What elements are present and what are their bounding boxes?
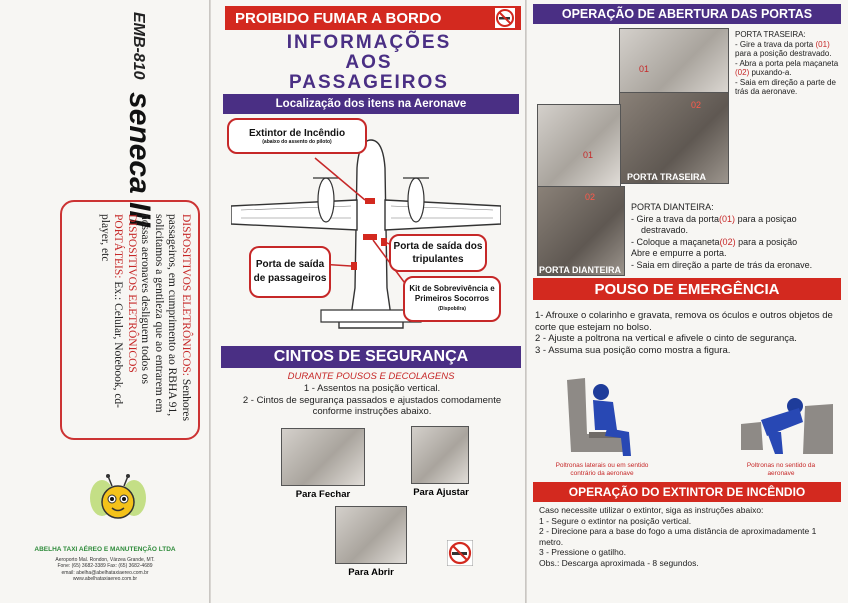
dianteira-text (631, 202, 845, 271)
devices-examples: Ex.: Celular, Notebook, cd-player, etc (99, 214, 125, 409)
panel-left (0, 0, 210, 603)
callout-porta-tripulantes-label: Porta de saída dos tripulantes (393, 241, 483, 265)
traseira-step-1: - Gire a trava da porta (735, 39, 814, 49)
pouso-item: 3 - Assuma sua posição como mostra a figura. (535, 344, 731, 356)
extintor-bar (533, 482, 841, 502)
info-title-line1: INFORMAÇÕES (286, 32, 452, 53)
traseira-step-1-end: para a posição destravado. (735, 49, 832, 58)
pouso-item: 1- Afrouxe o colarinho e gravata, remova os óculos e outros objetos de corte que estejam no bolso. (535, 310, 833, 333)
devices-text (98, 214, 193, 434)
devices-red: DISPOSITIVOS ELETRÔNICOS PORTÁTEIS: (112, 214, 138, 373)
dianteira-step-1b: destravado. (641, 225, 689, 235)
caption-porta-traseira: PORTA TRASEIRA (627, 172, 707, 182)
bee-logo (88, 470, 148, 530)
callout-extintor-label: Extintor de Incêndio (248, 127, 346, 139)
panel-right (527, 0, 848, 603)
traseira-ref-01: (01) (815, 39, 830, 49)
callout-porta-passageiros (249, 246, 331, 298)
pouso-bar-text: POUSO DE EMERGÊNCIA (594, 280, 780, 298)
extintor-text (539, 505, 839, 568)
traseira-title: PORTA TRASEIRA: (735, 30, 806, 39)
no-smoking-text: PROIBIDO FUMAR A BORDO (235, 9, 442, 27)
label-01-dianteira: 01 (583, 150, 594, 160)
cintos-item: 2 - Cintos de segurança passados e ajustados comodamente conforme instruções abaixo. (242, 394, 502, 417)
pouso-list (535, 310, 841, 356)
company-name: ABELHA TAXI AÉREO E MANUTENÇÃO LTDA (34, 546, 176, 553)
no-smoking-bar (225, 6, 521, 30)
info-title-line3: PASSAGEIROS (289, 72, 449, 93)
cintos-bar-text: CINTOS DE SEGURANÇA (273, 348, 469, 365)
traseira-ref-02: (02) (735, 68, 750, 77)
traseira-step-3: - Saia em direção a parte de trás da aeronave. (735, 77, 836, 96)
caption-brace-right: Poltronas no sentido da aeronave (746, 462, 816, 477)
extintor-item: Obs.: Descarga aproximada - 8 segundos. (539, 557, 699, 568)
info-title (221, 33, 517, 93)
extintor-item: 3 - Pressione o gatilho. (539, 547, 626, 557)
pouso-bar (533, 278, 841, 300)
dianteira-title: PORTA DIANTEIRA: (631, 202, 714, 212)
callout-kit (403, 276, 501, 322)
dianteira-step-2b: Abre e empurre a porta. (631, 248, 727, 258)
label-01-top: 01 (639, 64, 650, 74)
extintor-item: 1 - Segure o extintor na posição vertical. (539, 515, 692, 526)
no-smoking-icon-bottom (447, 540, 473, 566)
callout-kit-label: Kit de Sobrevivência e Primeiros Socorros (409, 284, 495, 303)
brace-figure-left (557, 372, 647, 462)
callout-extintor-sub: (abaixo do assento do piloto) (262, 138, 332, 145)
callout-porta-passageiros-label: Porta de saída de passageiros (253, 259, 327, 284)
location-bar (223, 94, 519, 114)
caption-fechar: Para Fechar (295, 489, 351, 500)
photo-porta-dianteira (537, 186, 625, 276)
extintor-intro: Caso necessite utilizar o extintor, siga as instruções abaixo: (539, 505, 764, 515)
company-line: email: abelha@abelhataxiaereo.com.br (61, 569, 149, 576)
company-line: Fone: (65) 3682-3389 Fax: (65) 3682-4689 (57, 563, 153, 570)
pouso-item: 2 - Ajuste a poltrona na vertical e afivele o cinto de segurança. (535, 333, 797, 344)
dianteira-step-2: - Coloque a maçaneta(02) para a posição (631, 236, 798, 247)
photo-abrir (335, 506, 407, 564)
model-big: seneca III (123, 92, 156, 228)
cintos-list (229, 383, 515, 418)
photo-porta-traseira (619, 92, 729, 184)
panel-middle (211, 0, 526, 603)
company-line: Aeroporto Mal. Rondon, Várzea Grande, MT. (55, 557, 155, 563)
label-02-dianteira: 02 (585, 192, 596, 202)
no-smoking-icon (495, 8, 515, 28)
caption-porta-dianteira: PORTA DIANTEIRA (539, 265, 621, 275)
location-bar-text: Localização dos itens na Aeronave (275, 98, 467, 110)
callout-porta-tripulantes (389, 234, 487, 272)
company-info (8, 557, 202, 582)
traseira-step-2-end: puxando-a. (751, 68, 792, 77)
caption-brace-left: Poltronas laterais ou em sentido contrário da aeronave (555, 462, 649, 477)
extintor-bar-text: OPERAÇÃO DO EXTINTOR DE INCÊNDIO (568, 485, 806, 499)
devices-title: DISPOSITIVOS ELETRÔNICOS: (180, 214, 192, 376)
brace-figure-right (737, 384, 837, 458)
cintos-subtitle: DURANTE POUSOS E DECOLAGENS (287, 371, 455, 382)
cintos-item: 1 - Assentos na posição vertical. (303, 383, 441, 394)
devices-box (60, 200, 200, 440)
cintos-bar (221, 346, 521, 368)
info-title-line2: AOS (345, 52, 393, 73)
dianteira-step-3: - Saia em direção a parte de trás da eronave. (631, 259, 813, 270)
callout-extintor (227, 118, 367, 154)
photo-porta-dianteira-top (537, 104, 621, 188)
devices-body: Senhores passageiros, em cumprimento ao RBHA 91, solicitamos a gentileza que ao entrarem em nossas aeronaves desliguem todos os (139, 214, 192, 422)
model-small: EMB-810 (130, 12, 147, 80)
callout-kit-sub: (Dispobilra) (438, 306, 466, 312)
caption-abrir: Para Abrir (348, 567, 394, 578)
photo-fechar (281, 428, 365, 486)
dianteira-step-1: - Gire a trava da porta(01) para a posiçao (631, 213, 797, 224)
traseira-text (735, 30, 845, 97)
traseira-step-2: - Abra a porta pela maçaneta (735, 58, 839, 68)
model-title (123, 12, 160, 228)
doors-bar-text: OPERAÇÃO DE ABERTURA DAS PORTAS (561, 7, 813, 21)
label-02-traseira: 02 (691, 100, 702, 110)
caption-ajustar: Para Ajustar (413, 487, 469, 498)
photo-ajustar (411, 426, 469, 484)
company-line: www.abelhataxiaereo.com.br (72, 575, 138, 582)
extintor-item: 2 - Direcione para a base do fogo a uma distância de aproximadamente 1 metro. (539, 526, 817, 547)
doors-bar (533, 4, 841, 24)
